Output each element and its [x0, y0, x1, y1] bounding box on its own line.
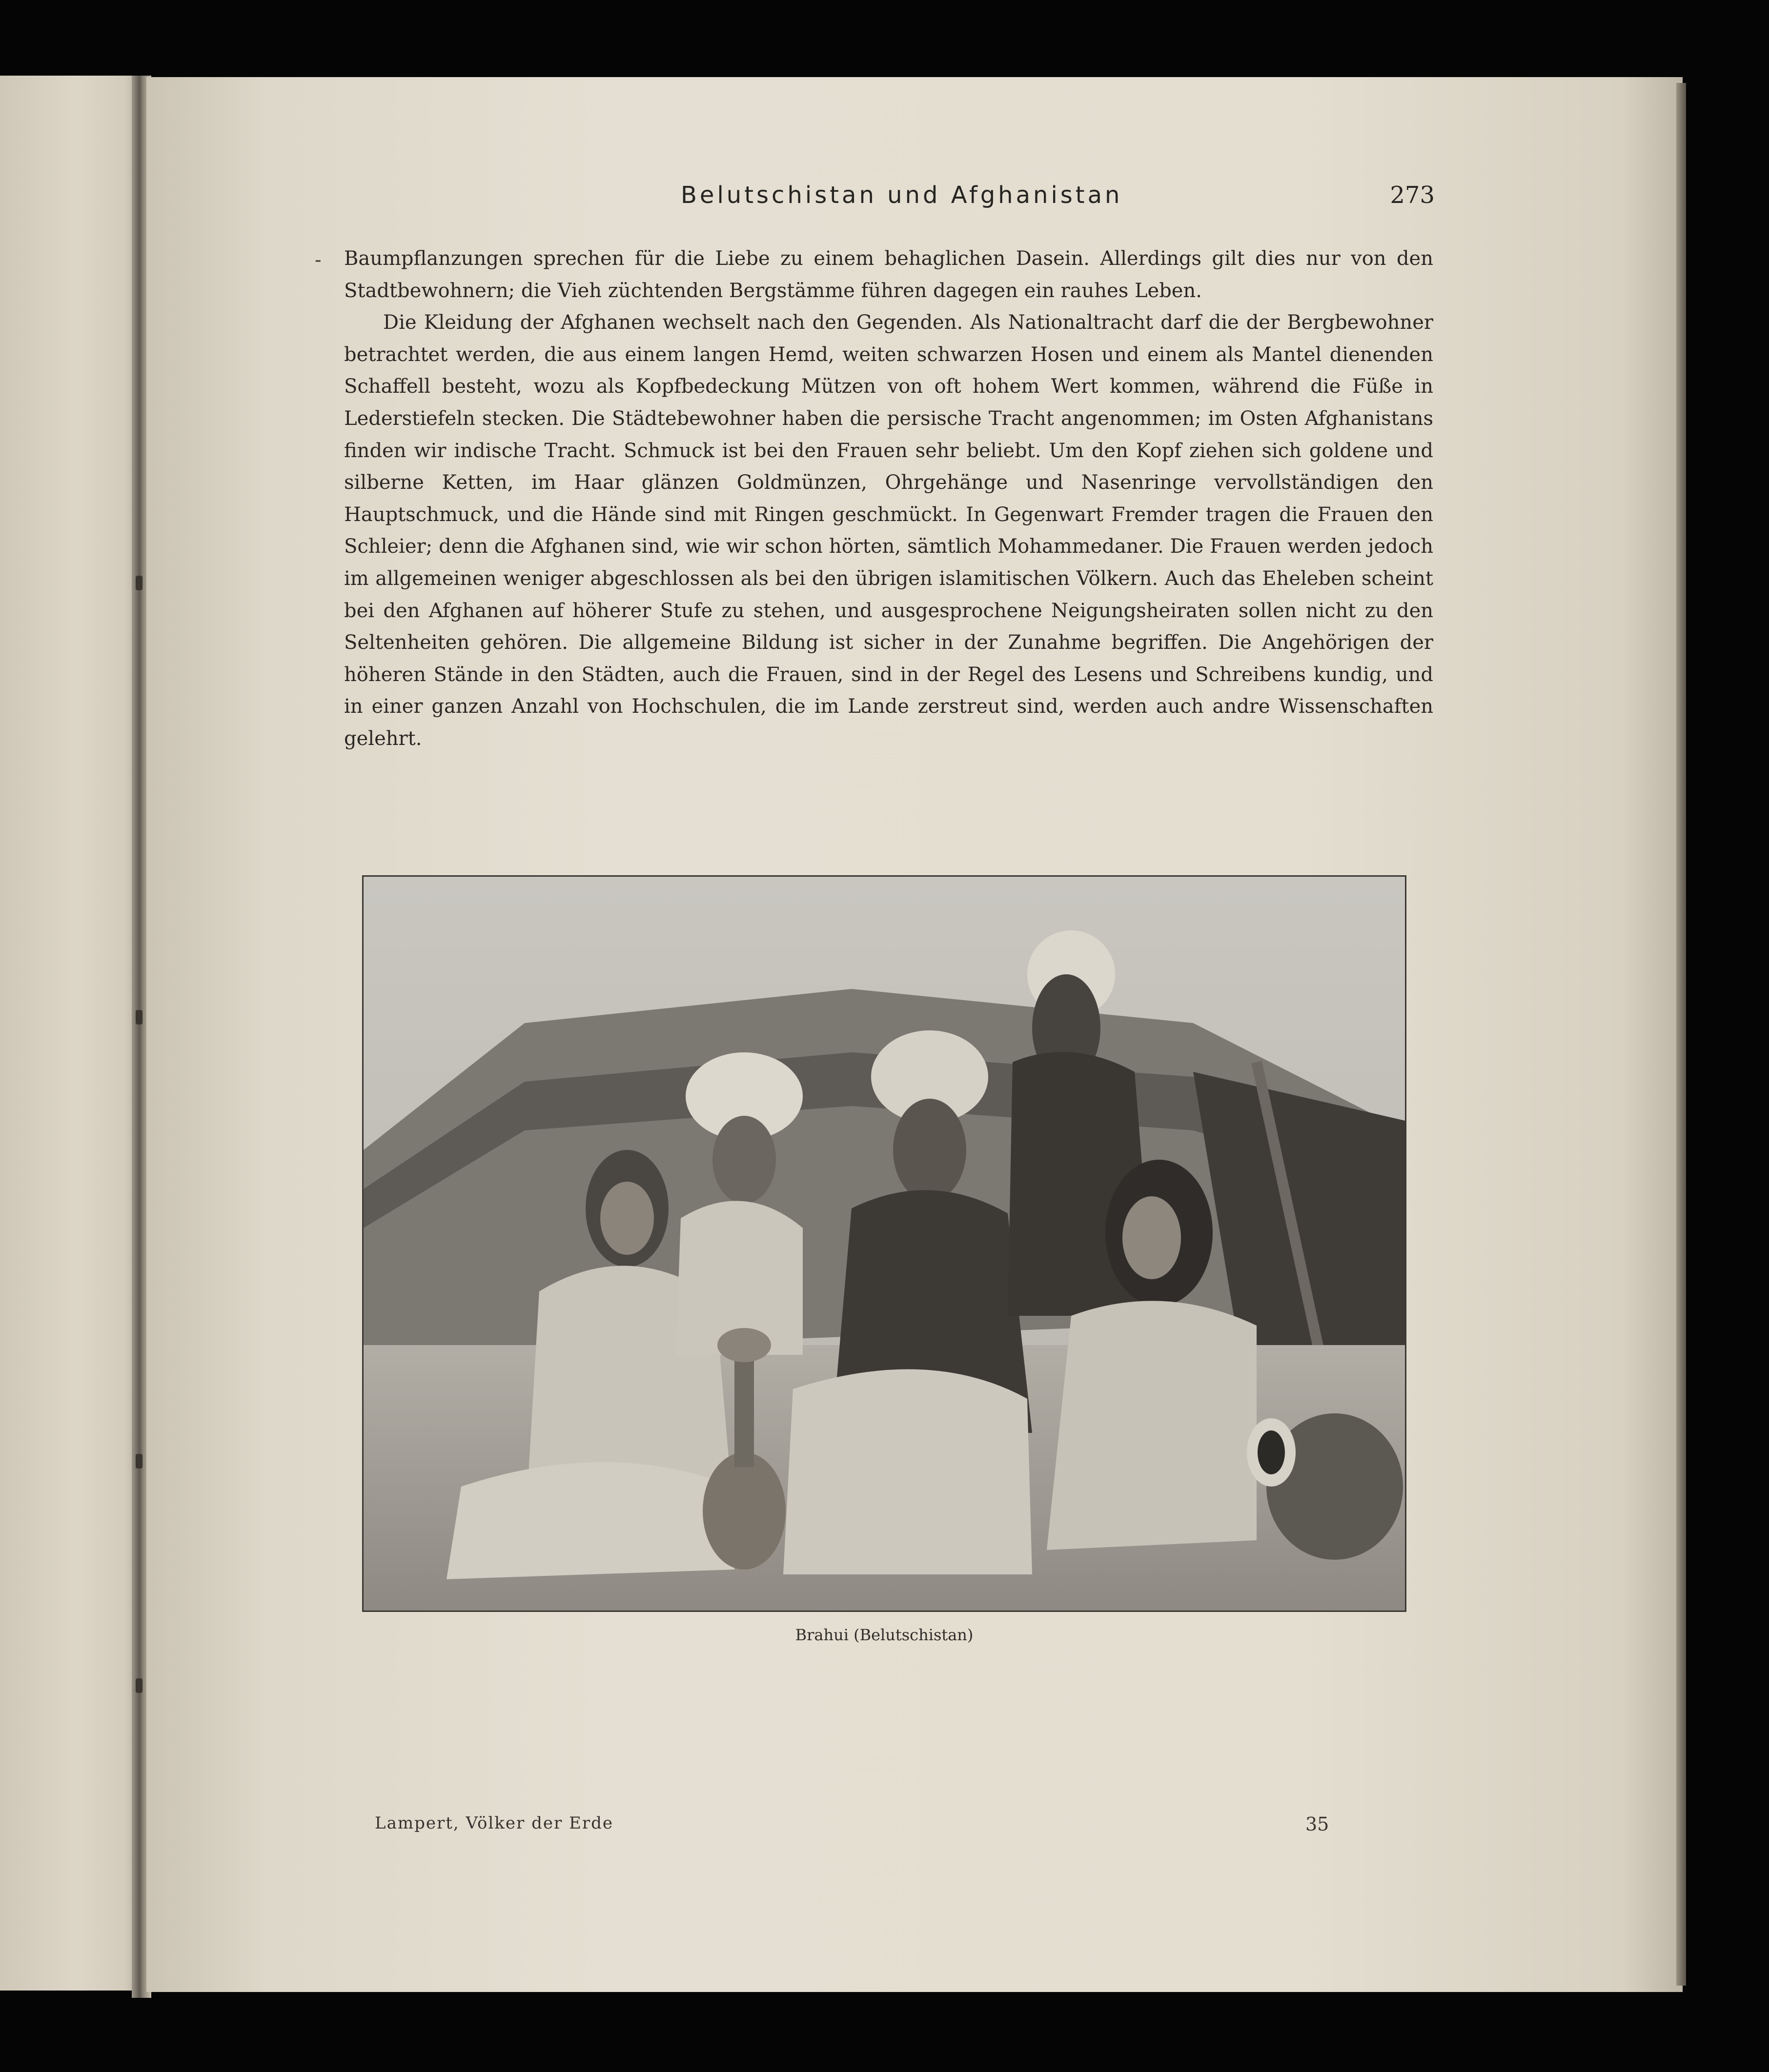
running-header: Belutschistan und Afghanistan	[681, 181, 1123, 209]
figure-caption: Brahui (Belutschistan)	[795, 1626, 974, 1644]
page-edge-shadow	[1676, 83, 1686, 1986]
paragraph: Baumpflanzungen sprechen für die Liebe zu einem behaglichen Dasein. Allerdings gilt dies nur von den Stadtbewohnern; die Vieh züchtenden Bergstämme führen dagegen ein rauhes Leben.	[344, 247, 1433, 302]
binding-stitch	[136, 1454, 142, 1469]
binding-stitch	[136, 576, 142, 590]
binding-stitch	[136, 1678, 142, 1693]
sheet-number: 35	[1305, 1813, 1329, 1835]
binding-stitch	[136, 1010, 142, 1025]
margin-mark: -	[315, 249, 322, 271]
photograph-brahui-men	[362, 875, 1406, 1612]
left-page-edge	[0, 76, 139, 1991]
paragraph: Die Kleidung der Afghanen wechselt nach den Gegenden. Als Nationaltracht darf die der Bergbewohner betrachtet werden, die aus einem langen Hemd, weiten schwarzen Hosen und einem als Mantel dienenden Schaffell besteht, wozu als Kopfbedeckung Mützen von oft hohem Wert kommen, während die Füße in Lederstiefeln stecken. Die Städtebewohner haben die persische Tracht angenommen; im Osten Afghanistans finden wir indische Tracht. Schmuck ist bei den Frauen sehr beliebt. Um den Kopf ziehen sich goldene und silberne Ketten, im Haar glänzen Goldmünzen, Ohrgehänge und Nasenringe vervollständigen den Hauptschmuck, und die Hände sind mit Ringen geschmückt. In Gegenwart Fremder tragen die Frauen den Schleier; denn die Afghanen sind, wie wir schon hörten, sämtlich Mohammedaner. Die Frauen werden jedoch im allgemeinen weniger abgeschlossen als bei den übrigen islamitischen Völkern. Auch das Eheleben scheint bei den Afghanen auf höherer Stufe zu stehen, und ausgesprochene Neigungsheiraten sollen nicht zu den Seltenheiten gehören. Die allgemeine Bildung ist sicher in der Zunahme begriffen. Die Angehörigen der höheren Stände in den Städten, auch die Frauen, sind in der Regel des Lesens und Schreibens kundig, und in einer ganzen Anzahl von Hochschulen, die im Lande zerstreut sind, werden auch andre Wissenschaften gelehrt.	[344, 311, 1433, 750]
footer-signature: Lampert, Völker der Erde	[375, 1813, 613, 1833]
page-number: 273	[1390, 181, 1435, 209]
body-text	[344, 243, 1433, 755]
